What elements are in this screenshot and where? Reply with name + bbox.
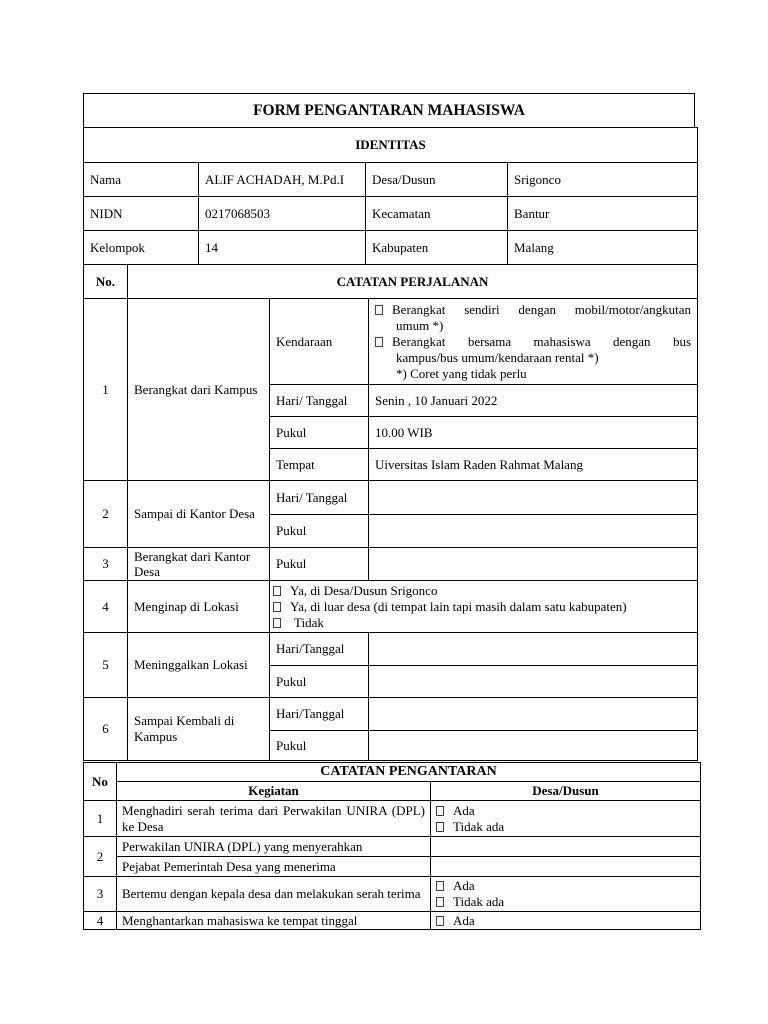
value-kelompok: 14 — [199, 231, 366, 265]
row3-title: Berangkat dari Kantor Desa — [128, 548, 270, 581]
checkbox-icon[interactable] — [436, 916, 444, 926]
row4-no: 4 — [84, 581, 128, 633]
p-row2-kegiatan-b: Pejabat Pemerintah Desa yang menerima — [117, 857, 431, 877]
p-row2-no: 2 — [84, 837, 117, 877]
row5-pukul-value[interactable] — [369, 666, 698, 698]
row2-no: 2 — [84, 481, 128, 548]
value-nama: ALIF ACHADAH, M.Pd.I — [199, 163, 366, 197]
p-row3-option-ada[interactable]: Ada — [436, 878, 695, 894]
row5-no: 5 — [84, 633, 128, 698]
checkbox-icon[interactable] — [436, 822, 444, 832]
row1-title: Berangkat dari Kampus — [128, 299, 270, 481]
row1-hari-value[interactable]: Senin , 10 Januari 2022 — [369, 385, 698, 417]
kendaraan-option-2[interactable]: Berangkat bersama mahasiswa dengan bus — [375, 334, 691, 350]
label-kelompok: Kelompok — [84, 231, 199, 265]
label-kecamatan: Kecamatan — [366, 197, 508, 231]
row2-title: Sampai di Kantor Desa — [128, 481, 270, 548]
row6-pukul-value[interactable] — [369, 731, 698, 761]
p-row4-kegiatan: Menghantarkan mahasiswa ke tempat tinggal — [117, 912, 431, 930]
pengantaran-no-header: No — [84, 763, 117, 801]
row6-hari-label: Hari/Tanggal — [270, 698, 369, 731]
label-desa: Desa/Dusun — [366, 163, 508, 197]
row2-hari-value[interactable] — [369, 481, 698, 515]
p-row2-kegiatan-a: Perwakilan UNIRA (DPL) yang menyerahkan — [117, 837, 431, 857]
row5-pukul-label: Pukul — [270, 666, 369, 698]
checkbox-icon[interactable] — [273, 618, 281, 628]
label-kabupaten: Kabupaten — [366, 231, 508, 265]
identitas-heading: IDENTITAS — [84, 128, 698, 163]
value-nidn: 0217068503 — [199, 197, 366, 231]
p-row1-option-tidak-ada[interactable]: Tidak ada — [436, 819, 695, 835]
value-kecamatan: Bantur — [508, 197, 698, 231]
perjalanan-table — [83, 264, 698, 761]
value-desa: Srigonco — [508, 163, 698, 197]
row5-hari-label: Hari/Tanggal — [270, 633, 369, 666]
p-row1-options — [431, 801, 701, 837]
row1-hari-label: Hari/ Tanggal — [270, 385, 369, 417]
value-kabupaten: Malang — [508, 231, 698, 265]
p-row4-options — [431, 912, 701, 930]
row4-title: Menginap di Lokasi — [128, 581, 270, 633]
kendaraan-option-2-cont: kampus/bus umum/kendaraan rental *) — [396, 349, 599, 365]
row6-hari-value[interactable] — [369, 698, 698, 731]
row1-tempat-value[interactable]: Uiversitas Islam Raden Rahmat Malang — [369, 449, 698, 481]
form-title-table — [83, 93, 695, 128]
label-nama: Nama — [84, 163, 199, 197]
row6-pukul-label: Pukul — [270, 731, 369, 761]
perjalanan-no-header: No. — [84, 265, 128, 299]
menginap-option-1[interactable]: Ya, di Desa/Dusun Srigonco — [273, 583, 691, 599]
row3-pukul-label: Pukul — [270, 548, 369, 581]
form-title: FORM PENGANTARAN MAHASISWA — [84, 94, 695, 128]
p-row3-kegiatan: Bertemu dengan kepala desa dan melakukan serah terima — [117, 877, 431, 912]
checkbox-icon[interactable] — [375, 305, 383, 315]
checkbox-icon[interactable] — [273, 586, 281, 596]
menginap-option-3[interactable]: Tidak — [273, 615, 691, 631]
p-row2-value-b[interactable] — [431, 857, 701, 877]
p-row1-option-ada[interactable]: Ada — [436, 803, 695, 819]
checkbox-icon[interactable] — [273, 602, 281, 612]
row6-no: 6 — [84, 698, 128, 761]
row3-no: 3 — [84, 548, 128, 581]
desa-dusun-header: Desa/Dusun — [431, 782, 701, 801]
checkbox-icon[interactable] — [436, 806, 444, 816]
kendaraan-note: *) Coret yang tidak perlu — [396, 365, 527, 381]
p-row3-options — [431, 877, 701, 912]
row5-title: Meninggalkan Lokasi — [128, 633, 270, 698]
menginap-option-2[interactable]: Ya, di luar desa (di tempat lain tapi masih dalam satu kabupaten) — [273, 599, 691, 615]
row3-pukul-value[interactable] — [369, 548, 698, 581]
p-row1-no: 1 — [84, 801, 117, 837]
kendaraan-label: Kendaraan — [270, 299, 369, 385]
p-row1-kegiatan: Menghadiri serah terima dari Perwakilan UNIRA (DPL) ke Desa — [117, 801, 431, 837]
checkbox-icon[interactable] — [436, 897, 444, 907]
p-row4-no: 4 — [84, 912, 117, 930]
kendaraan-options — [369, 299, 698, 385]
p-row2-value-a[interactable] — [431, 837, 701, 857]
p-row3-option-tidak-ada[interactable]: Tidak ada — [436, 894, 695, 910]
row1-no: 1 — [84, 299, 128, 481]
row2-hari-label: Hari/ Tanggal — [270, 481, 369, 515]
p-row3-no: 3 — [84, 877, 117, 912]
kendaraan-option-1-cont: umum *) — [396, 317, 444, 333]
row2-pukul-label: Pukul — [270, 515, 369, 548]
row1-pukul-value[interactable]: 10.00 WIB — [369, 417, 698, 449]
row2-pukul-value[interactable] — [369, 515, 698, 548]
identitas-table — [83, 127, 698, 265]
checkbox-icon[interactable] — [375, 337, 383, 347]
pengantaran-heading: CATATAN PENGANTARAN — [117, 763, 701, 782]
row5-hari-value[interactable] — [369, 633, 698, 666]
kendaraan-option-1[interactable]: Berangkat sendiri dengan mobil/motor/angkutan — [375, 302, 691, 318]
menginap-options — [270, 581, 698, 633]
pengantaran-table — [83, 762, 701, 930]
row1-tempat-label: Tempat — [270, 449, 369, 481]
kegiatan-header: Kegiatan — [117, 782, 431, 801]
row6-title: Sampai Kembali di Kampus — [128, 698, 270, 761]
row1-pukul-label: Pukul — [270, 417, 369, 449]
perjalanan-heading: CATATAN PERJALANAN — [128, 265, 698, 299]
label-nidn: NIDN — [84, 197, 199, 231]
checkbox-icon[interactable] — [436, 881, 444, 891]
p-row4-option-ada[interactable]: Ada — [436, 913, 695, 929]
